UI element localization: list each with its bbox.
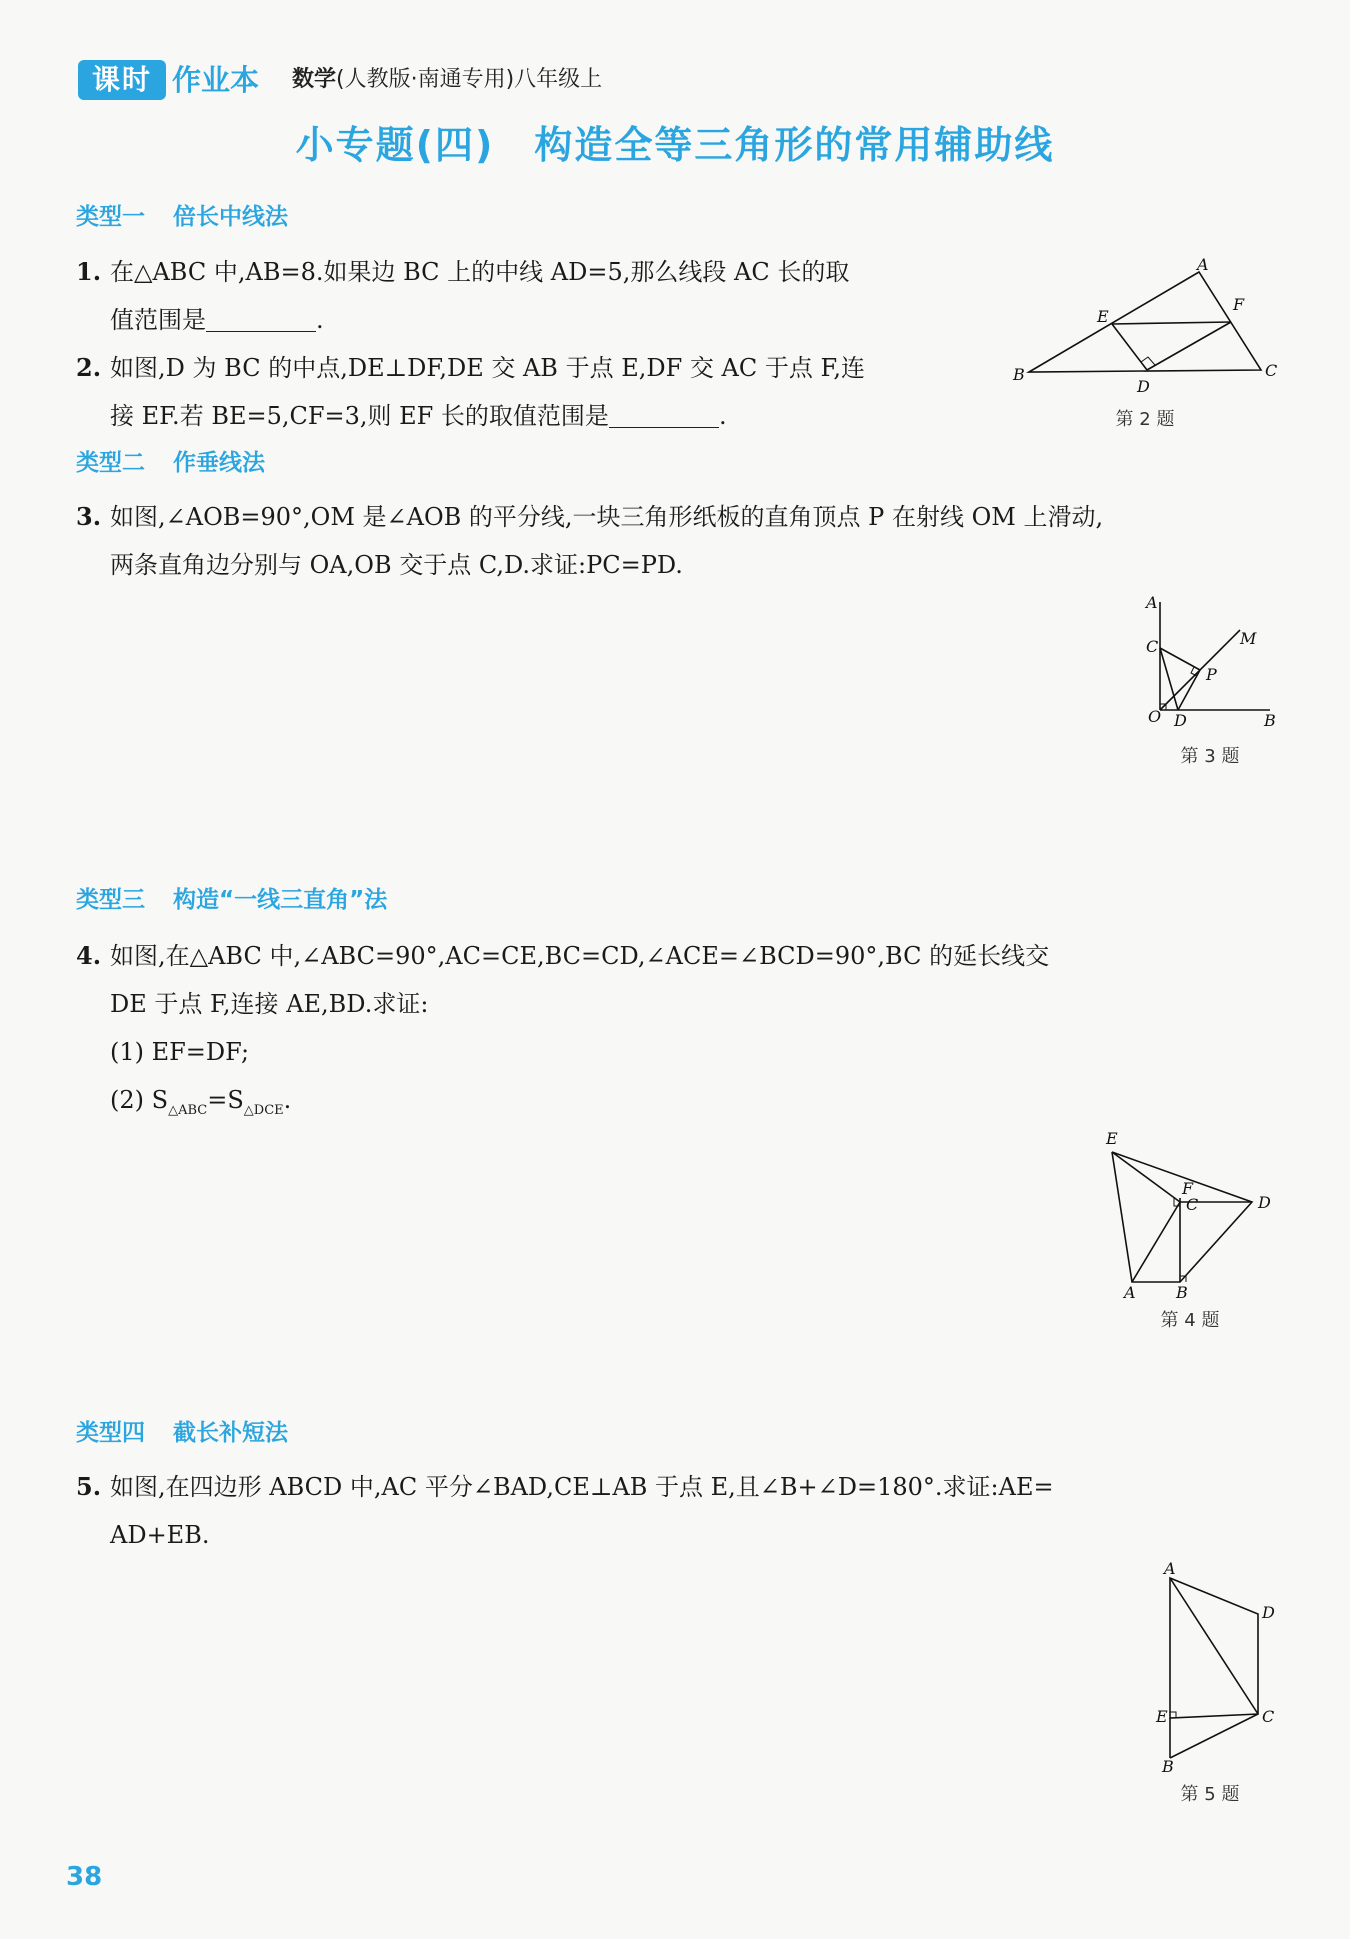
problem-text: 值范围是 xyxy=(110,306,206,334)
label-b: B xyxy=(1162,1757,1174,1772)
problem-5 xyxy=(76,1463,1276,1559)
label-b: B xyxy=(1176,1283,1188,1302)
edition-text: (人教版·南通专用)八年级上 xyxy=(336,67,603,92)
label-a: A xyxy=(1146,593,1158,612)
sub-text: =S xyxy=(207,1086,244,1114)
sub-text: (2) S xyxy=(110,1086,169,1114)
figure-5 xyxy=(1140,1562,1280,1772)
problem-number: 5. xyxy=(76,1472,102,1501)
label-c: C xyxy=(1146,637,1159,656)
label-a: A xyxy=(1197,255,1209,274)
subscript: △DCE xyxy=(243,1102,284,1118)
label-f: F xyxy=(1233,295,1245,314)
period: . xyxy=(283,1086,292,1114)
brand-logo: 课时 xyxy=(78,60,166,100)
segment-ac xyxy=(1132,1202,1180,1282)
page-title xyxy=(0,118,1350,172)
label-d: D xyxy=(1174,711,1187,730)
section-heading-2 xyxy=(76,446,265,480)
answer-blank[interactable] xyxy=(609,399,719,428)
segment-ef xyxy=(1112,322,1231,324)
section-name: 倍长中线法 xyxy=(173,204,288,230)
section-name: 构造“一线三直角”法 xyxy=(173,887,388,913)
label-d: D xyxy=(1262,1603,1275,1622)
period: . xyxy=(316,306,324,334)
label-p: P xyxy=(1206,665,1217,684)
problem-3 xyxy=(76,493,1276,589)
period: . xyxy=(718,402,727,430)
subject-name: 数学 xyxy=(292,67,337,92)
segment-ec xyxy=(1112,1152,1180,1202)
label-a: A xyxy=(1124,1283,1136,1302)
problem-text: AD+EB. xyxy=(110,1521,210,1549)
problem-text: DE 于点 F,连接 AE,BD.求证: xyxy=(110,990,429,1018)
label-c: C xyxy=(1262,1707,1275,1726)
label-e: E xyxy=(1156,1707,1168,1726)
diagonal-ac xyxy=(1170,1578,1258,1714)
problem-2 xyxy=(76,344,996,440)
label-b: B xyxy=(1264,711,1276,730)
problem-number: 2. xyxy=(76,353,102,382)
section-label: 类型一 xyxy=(76,204,145,230)
label-b: B xyxy=(1013,365,1025,384)
label-e: E xyxy=(1097,307,1109,326)
problem-number: 4. xyxy=(76,941,102,970)
segment-df xyxy=(1147,322,1231,370)
title-part2: 构造全等三角形的常用辅助线 xyxy=(534,123,1055,167)
segment-ed xyxy=(1112,324,1147,370)
segment-bc xyxy=(1170,1714,1258,1758)
problem-4 xyxy=(76,932,1276,1135)
figure-5-caption: 第 5 题 xyxy=(1180,1784,1240,1805)
section-label: 类型四 xyxy=(76,1420,145,1446)
problem-text: 在△ABC 中,AB=8.如果边 BC 上的中线 AD=5,那么线段 AC 长的取 xyxy=(110,258,850,286)
figure-3 xyxy=(1130,592,1290,732)
problem-text: 如图,在△ABC 中,∠ABC=90°,AC=CE,BC=CD,∠ACE=∠BCD=90°,BC 的延长线交 xyxy=(110,942,1050,970)
title-part1: 小专题(四) xyxy=(295,123,495,167)
outline-eabd xyxy=(1112,1152,1252,1282)
problem-number: 1. xyxy=(76,257,102,286)
label-m: M xyxy=(1240,629,1257,648)
section-label: 类型三 xyxy=(76,887,145,913)
label-d: D xyxy=(1258,1193,1271,1212)
label-a: A xyxy=(1164,1562,1176,1578)
label-f: F xyxy=(1182,1179,1194,1198)
problem-text: 如图,∠AOB=90°,OM 是∠AOB 的平分线,一块三角形纸板的直角顶点 P 在射线 OM 上滑动, xyxy=(110,503,1104,531)
subscript: △ABC xyxy=(168,1102,208,1118)
problem-number: 3. xyxy=(76,502,102,531)
label-d: D xyxy=(1137,377,1150,396)
section-heading-4 xyxy=(76,1416,288,1450)
problem-1 xyxy=(76,248,996,344)
figure-4-caption: 第 4 题 xyxy=(1160,1310,1220,1331)
sub-question-1: (1) EF=DF; xyxy=(110,1038,250,1066)
label-o: O xyxy=(1148,707,1162,726)
figure-2-caption: 第 2 题 xyxy=(1115,409,1175,430)
figure-3-caption: 第 3 题 xyxy=(1180,746,1240,767)
figure-4 xyxy=(1090,1122,1290,1302)
page-number: 38 xyxy=(66,1862,103,1892)
section-name: 截长补短法 xyxy=(173,1420,288,1446)
series-name: 作业本 xyxy=(172,63,260,97)
problem-text: 接 EF.若 BE=5,CF=3,则 EF 长的取值范围是 xyxy=(110,402,609,430)
problem-text: 两条直角边分别与 OA,OB 交于点 C,D.求证:PC=PD. xyxy=(110,551,683,579)
section-name: 作垂线法 xyxy=(173,450,265,476)
problem-text: 如图,D 为 BC 的中点,DE⊥DF,DE 交 AB 于点 E,DF 交 AC 于点 F,连 xyxy=(110,354,865,382)
problem-text: 如图,在四边形 ABCD 中,AC 平分∠BAD,CE⊥AB 于点 E,且∠B+∠D=180°.求证:AE= xyxy=(110,1473,1054,1501)
figure-2 xyxy=(1005,252,1285,402)
section-heading-3 xyxy=(76,883,387,917)
label-c: C xyxy=(1186,1195,1199,1214)
label-c: C xyxy=(1265,361,1278,380)
section-heading-1 xyxy=(76,200,288,234)
answer-blank[interactable] xyxy=(206,303,316,332)
label-e: E xyxy=(1106,1129,1118,1148)
book-subject xyxy=(292,64,602,96)
section-label: 类型二 xyxy=(76,450,145,476)
